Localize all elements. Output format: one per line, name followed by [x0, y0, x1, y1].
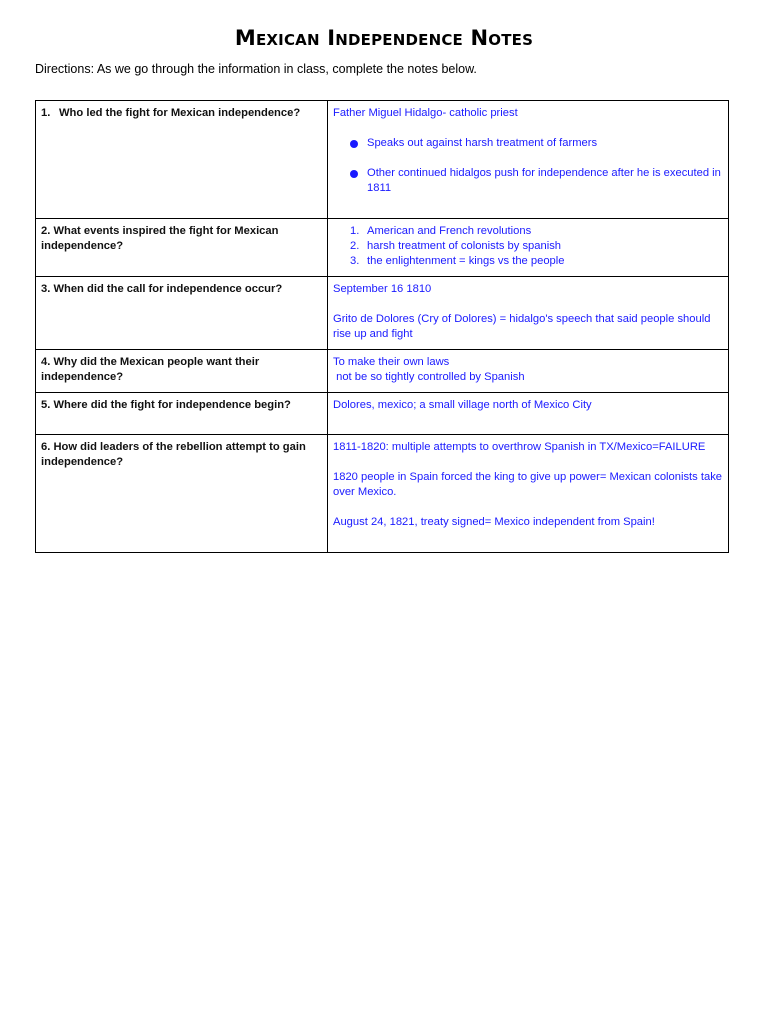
list-number: 2.	[350, 240, 360, 252]
list-number: 3.	[350, 255, 360, 267]
answer-cell	[328, 435, 729, 553]
list-item-text: harsh treatment of colonists by spanish	[367, 240, 562, 252]
question-cell: 3. When did the call for independence occur?	[36, 277, 328, 350]
question-cell: 5. Where did the fight for independence begin?	[36, 393, 328, 435]
answer-cell	[328, 350, 729, 393]
answer-text: September 16 1810	[333, 283, 432, 295]
list-item-text: American and French revolutions	[367, 225, 532, 237]
answer-text: To make their own laws	[333, 356, 450, 368]
table-row	[36, 350, 729, 393]
list-item	[367, 166, 723, 196]
table-row	[36, 393, 729, 435]
bullet-dot-icon	[350, 170, 358, 178]
question-number: 1.	[41, 107, 51, 119]
list-item	[367, 136, 723, 151]
answer-cell	[328, 101, 729, 219]
question-cell: 6. How did leaders of the rebellion attempt to gain independence?	[36, 435, 328, 553]
list-number: 1.	[350, 225, 360, 237]
question-cell	[36, 101, 328, 219]
answer-text: Grito de Dolores (Cry of Dolores) = hidalgo's speech that said people should rise up and fight	[333, 313, 711, 340]
question-cell: 2. What events inspired the fight for Mexican independence?	[36, 219, 328, 277]
question-text: Who led the fight for Mexican independence?	[59, 107, 301, 119]
answer-text: August 24, 1821, treaty signed= Mexico independent from Spain!	[333, 516, 655, 528]
list-item	[350, 254, 723, 269]
directions-text: Directions: As we go through the information in class, complete the notes below.	[35, 62, 477, 76]
answer-text: not be so tightly controlled by Spanish	[333, 371, 525, 383]
table-row	[36, 101, 729, 219]
answer-cell	[328, 277, 729, 350]
answer-text: 1811-1820: multiple attempts to overthrow Spanish in TX/Mexico=FAILURE	[333, 441, 706, 453]
table-row	[36, 219, 729, 277]
answer-cell	[328, 219, 729, 277]
list-item	[350, 224, 723, 239]
list-item-text: the enlightenment = kings vs the people	[367, 255, 565, 267]
page-title: Mexican Independence Notes	[234, 26, 534, 50]
table-row	[36, 435, 729, 553]
answer-cell: Dolores, mexico; a small village north of Mexico City	[328, 393, 729, 435]
table-row	[36, 277, 729, 350]
answer-bullet-list	[333, 136, 723, 196]
answer-numbered-list	[333, 224, 723, 269]
list-item-text: Other continued hidalgos push for independence after he is executed in 1811	[367, 167, 721, 194]
notes-table	[35, 100, 729, 553]
list-item	[350, 239, 723, 254]
bullet-dot-icon	[350, 140, 358, 148]
answer-text: Father Miguel Hidalgo- catholic priest	[333, 107, 518, 119]
answer-text: 1820 people in Spain forced the king to give up power= Mexican colonists take over Mexico.	[333, 471, 723, 498]
list-item-text: Speaks out against harsh treatment of farmers	[367, 137, 598, 149]
question-cell: 4. Why did the Mexican people want their independence?	[36, 350, 328, 393]
